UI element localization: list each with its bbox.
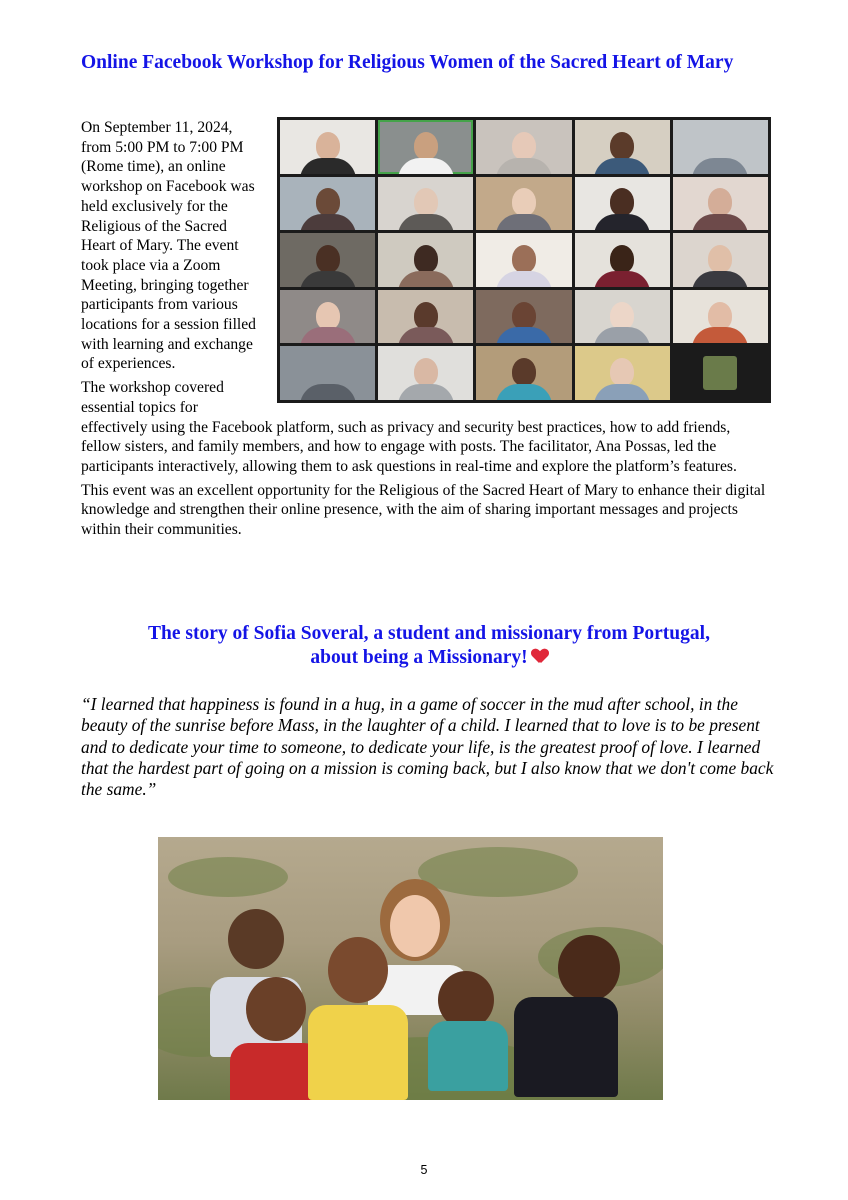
participant-tile [280, 233, 375, 287]
story-title [100, 622, 758, 670]
participant-tile [673, 120, 768, 174]
participant-tile [673, 346, 768, 400]
participant-tile [378, 120, 473, 174]
article-paragraph: The workshop covered essential topics for effectively using the Facebook platform, such as privacy and security best practices, how to add friends, fellow sisters, and family members, and how to engage with posts. The facilitator, Ana Possas, led the participants interactively, allowing them to ask questions in real-time and explore the platform’s features. [81, 379, 737, 475]
page-number: 5 [420, 1163, 428, 1177]
red-heart-icon [532, 649, 548, 664]
participant-tile [476, 233, 571, 287]
participant-tile [476, 177, 571, 231]
missionary-quote: “I learned that happiness is found in a hug, in a game of soccer in the mud after school, in the beauty of the sunrise before Mass, in the laughter of a child. I learned that to love is to be present and to dedicate your time to someone, to dedicate your life, is the greatest proof of love. I learned that the hardest part of going on a mission is coming back, but I also know that we don't come back the same.” [81, 694, 774, 800]
participant-tile [575, 177, 670, 231]
participant-tile [673, 233, 768, 287]
participant-tile [673, 290, 768, 344]
participant-tile [280, 177, 375, 231]
participant-tile [476, 346, 571, 400]
article-title: Online Facebook Workshop for Religious Women of the Sacred Heart of Mary [81, 52, 734, 73]
participant-tile [378, 233, 473, 287]
participant-tile [280, 346, 375, 400]
participant-tile [476, 290, 571, 344]
participant-tile [673, 177, 768, 231]
article-paragraph: This event was an excellent opportunity for the Religious of the Sacred Heart of Mary to enhance their digital knowledge and strengthen their online presence, with the aim of sharing important messages and projects within their communities. [81, 481, 766, 539]
participant-tile [378, 290, 473, 344]
participant-tile [575, 120, 670, 174]
missionary-with-children-photo [158, 837, 663, 1100]
story-title-line-2: about being a Missionary! [310, 647, 528, 668]
participant-tile [575, 290, 670, 344]
participant-tile [378, 177, 473, 231]
zoom-meeting-photo [277, 117, 771, 403]
participant-tile [575, 233, 670, 287]
participant-tile [378, 346, 473, 400]
participant-tile [280, 290, 375, 344]
participant-tile [476, 120, 571, 174]
article-body [81, 118, 771, 544]
article-paragraph: On September 11, 2024, from 5:00 PM to 7:00 PM (Rome time), an online workshop on Facebook was held exclusively for the Religious of the Sacred Heart of Mary. The event took place via a Zoom Meeting, bringing together participants from various locations for a session filled with learning and exchange of experiences. [81, 119, 256, 373]
story-title-line-1: The story of Sofia Soveral, a student and missionary from Portugal, [148, 623, 710, 644]
participant-tile [280, 120, 375, 174]
participant-tile [575, 346, 670, 400]
